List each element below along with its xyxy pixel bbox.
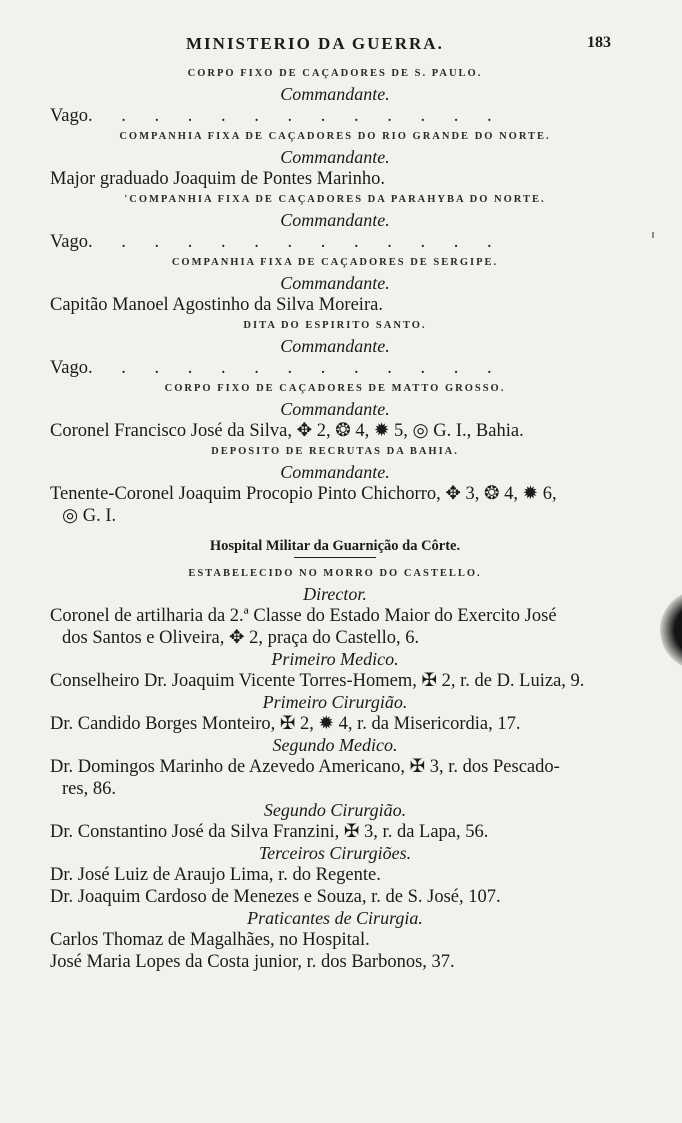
role-title: Commandante. bbox=[280, 399, 390, 419]
entry-text: Major graduado Joaquim de Pontes Marinho. bbox=[50, 169, 385, 189]
entry-text: Dr. Constantino José da Silva Franzini, ✠ 3, r. da Lapa, 56. bbox=[50, 822, 489, 842]
role-title: Primeiro Cirurgião. bbox=[262, 692, 408, 712]
role-title: Primeiro Medico. bbox=[271, 649, 399, 669]
entry-vacant bbox=[50, 357, 620, 379]
entry-text: Capitão Manoel Agostinho da Silva Moreira. bbox=[50, 295, 383, 315]
leader-dots: . . . . . . . . . . . . . bbox=[88, 358, 504, 378]
role-title: Commandante. bbox=[280, 273, 390, 293]
role-title: Segundo Cirurgião. bbox=[263, 800, 407, 820]
running-title: MINISTERIO DA GUERRA. bbox=[186, 34, 444, 53]
section-heading: COMPANHIA FIXA DE CAÇADORES DE SERGIPE. bbox=[171, 257, 499, 268]
section-heading: COMPANHIA FIXA DE CAÇADORES DO RIO GRANDE DO NORTE. bbox=[119, 131, 551, 142]
entry-text: Coronel Francisco José da Silva, ✥ 2, ❂ 4, ✹ 5, ◎ G. I., Bahia. bbox=[50, 421, 524, 441]
entry-text: Conselheiro Dr. Joaquim Vicente Torres-Homem, ✠ 2, r. de D. Luiza, 9. bbox=[50, 671, 585, 691]
entry-text: Dr. Domingos Marinho de Azevedo Americano, ✠ 3, r. dos Pescado- bbox=[50, 757, 560, 777]
leader-dots: . . . . . . . . . . . . . bbox=[88, 232, 504, 252]
role-title: Praticantes de Cirurgia. bbox=[247, 908, 423, 928]
ink-smudge bbox=[660, 590, 682, 670]
section-heading: DEPOSITO DE RECRUTAS DA BAHIA. bbox=[211, 446, 459, 457]
entry-continuation: res, 86. bbox=[62, 779, 116, 799]
entry-text: Coronel de artilharia da 2.ª Classe do Estado Maior do Exercito José bbox=[50, 606, 557, 626]
section-heading: CORPO FIXO DE CAÇADORES DE S. PAULO. bbox=[187, 68, 483, 79]
paper-speck bbox=[652, 232, 654, 238]
leader-dots: . . . . . . . . . . . . . bbox=[88, 106, 504, 126]
hospital-subheading: ESTABELECIDO NO MORRO DO CASTELLO. bbox=[188, 568, 482, 579]
role-title: Commandante. bbox=[280, 462, 390, 482]
hospital-title: Hospital Militar da Guarnição da Côrte. bbox=[209, 538, 461, 554]
entry-text: Vago bbox=[50, 232, 89, 252]
entry-text: Carlos Thomaz de Magalhães, no Hospital. bbox=[50, 930, 370, 950]
entry-continuation: dos Santos e Oliveira, ✥ 2, praça do Castello, 6. bbox=[62, 628, 420, 648]
entry-text: José Maria Lopes da Costa junior, r. dos Barbonos, 37. bbox=[50, 952, 455, 972]
role-title: Commandante. bbox=[280, 84, 390, 104]
entry-vacant bbox=[50, 231, 620, 253]
role-title: Terceiros Cirurgiões. bbox=[258, 843, 412, 863]
entry-text: Dr. José Luiz de Araujo Lima, r. do Regente. bbox=[50, 865, 381, 885]
page-content bbox=[50, 64, 620, 973]
section-heading: CORPO FIXO DE CAÇADORES DE MATTO GROSSO. bbox=[164, 383, 506, 394]
entry-text: Vago bbox=[50, 358, 89, 378]
entry-text: Tenente-Coronel Joaquim Procopio Pinto Chichorro, ✥ 3, ❂ 4, ✹ 6, bbox=[50, 484, 557, 504]
entry-vacant bbox=[50, 105, 620, 127]
role-title: Segundo Medico. bbox=[272, 735, 398, 755]
entry-text: Vago bbox=[50, 106, 89, 126]
running-head bbox=[0, 30, 682, 60]
entry-text: Dr. Joaquim Cardoso de Menezes e Souza, r. de S. José, 107. bbox=[50, 887, 501, 907]
section-heading: DITA DO ESPIRITO SANTO. bbox=[243, 320, 427, 331]
entry-continuation: ◎ G. I. bbox=[62, 506, 117, 526]
title-rule bbox=[294, 557, 376, 558]
role-title: Commandante. bbox=[280, 147, 390, 167]
entry-text: Dr. Candido Borges Monteiro, ✠ 2, ✹ 4, r. da Misericordia, 17. bbox=[50, 714, 521, 734]
role-title: Director. bbox=[303, 584, 367, 604]
role-title: Commandante. bbox=[280, 336, 390, 356]
section-heading: 'COMPANHIA FIXA DE CAÇADORES DA PARAHYBA DO NORTE. bbox=[124, 194, 546, 205]
page-number: 183 bbox=[587, 34, 611, 51]
role-title: Commandante. bbox=[280, 210, 390, 230]
